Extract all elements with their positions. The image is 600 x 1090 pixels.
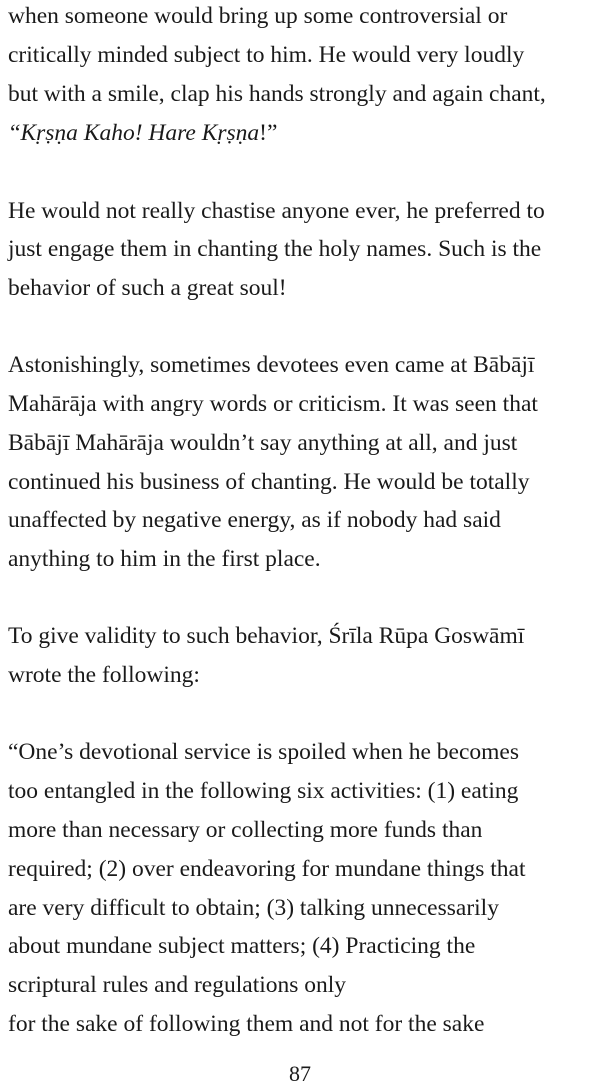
text-line: Bābājī Mahārāja wouldn’t say anything at all, and just [8, 430, 518, 456]
text-line: continued his business of chanting. He would be totally [8, 469, 530, 495]
text-line: required; (2) over endeavoring for mundane things that [8, 856, 526, 882]
text-line: are very difficult to obtain; (3) talking unnecessarily [8, 895, 499, 921]
text-line: for the sake of following them and not for the sake [8, 1011, 485, 1037]
text-line: but with a smile, clap his hands strongly and again chant, [8, 81, 546, 107]
text-line: too entangled in the following six activities: (1) eating [8, 778, 519, 804]
text-line: anything to him in the first place. [8, 546, 321, 572]
text-line: scriptural rules and regulations only [8, 972, 347, 998]
text-line: Astonishingly, sometimes devotees even came at Bābājī [8, 352, 535, 378]
text-line: behavior of such a great soul! [8, 275, 287, 301]
text-line: about mundane subject matters; (4) Practicing the [8, 933, 476, 959]
close-quote: !” [259, 120, 278, 146]
page-number: 87 [289, 1061, 311, 1086]
quote-line [10, 119, 277, 147]
text-line: more than necessary or collecting more funds than [8, 817, 483, 843]
open-quote: “ [10, 120, 21, 146]
text-line: He would not really chastise anyone ever, he preferred to [8, 198, 545, 224]
text-line: just engage them in chanting the holy names. Such is the [8, 236, 542, 262]
text-line: unaffected by negative energy, as if nobody had said [8, 507, 501, 533]
text-line: “One’s devotional service is spoiled when he becomes [8, 739, 519, 765]
text-line: critically minded subject to him. He would very loudly [8, 42, 525, 68]
text-line: when someone would bring up some controversial or [8, 3, 508, 29]
text-line: Mahārāja with angry words or criticism. It was seen that [8, 391, 538, 417]
text-line: wrote the following: [8, 662, 200, 688]
text-line: To give validity to such behavior, Śrīla Rūpa Goswāmī [8, 623, 525, 649]
italic-chant: Kṛṣṇa Kaho! Hare Kṛṣṇa [20, 120, 260, 146]
